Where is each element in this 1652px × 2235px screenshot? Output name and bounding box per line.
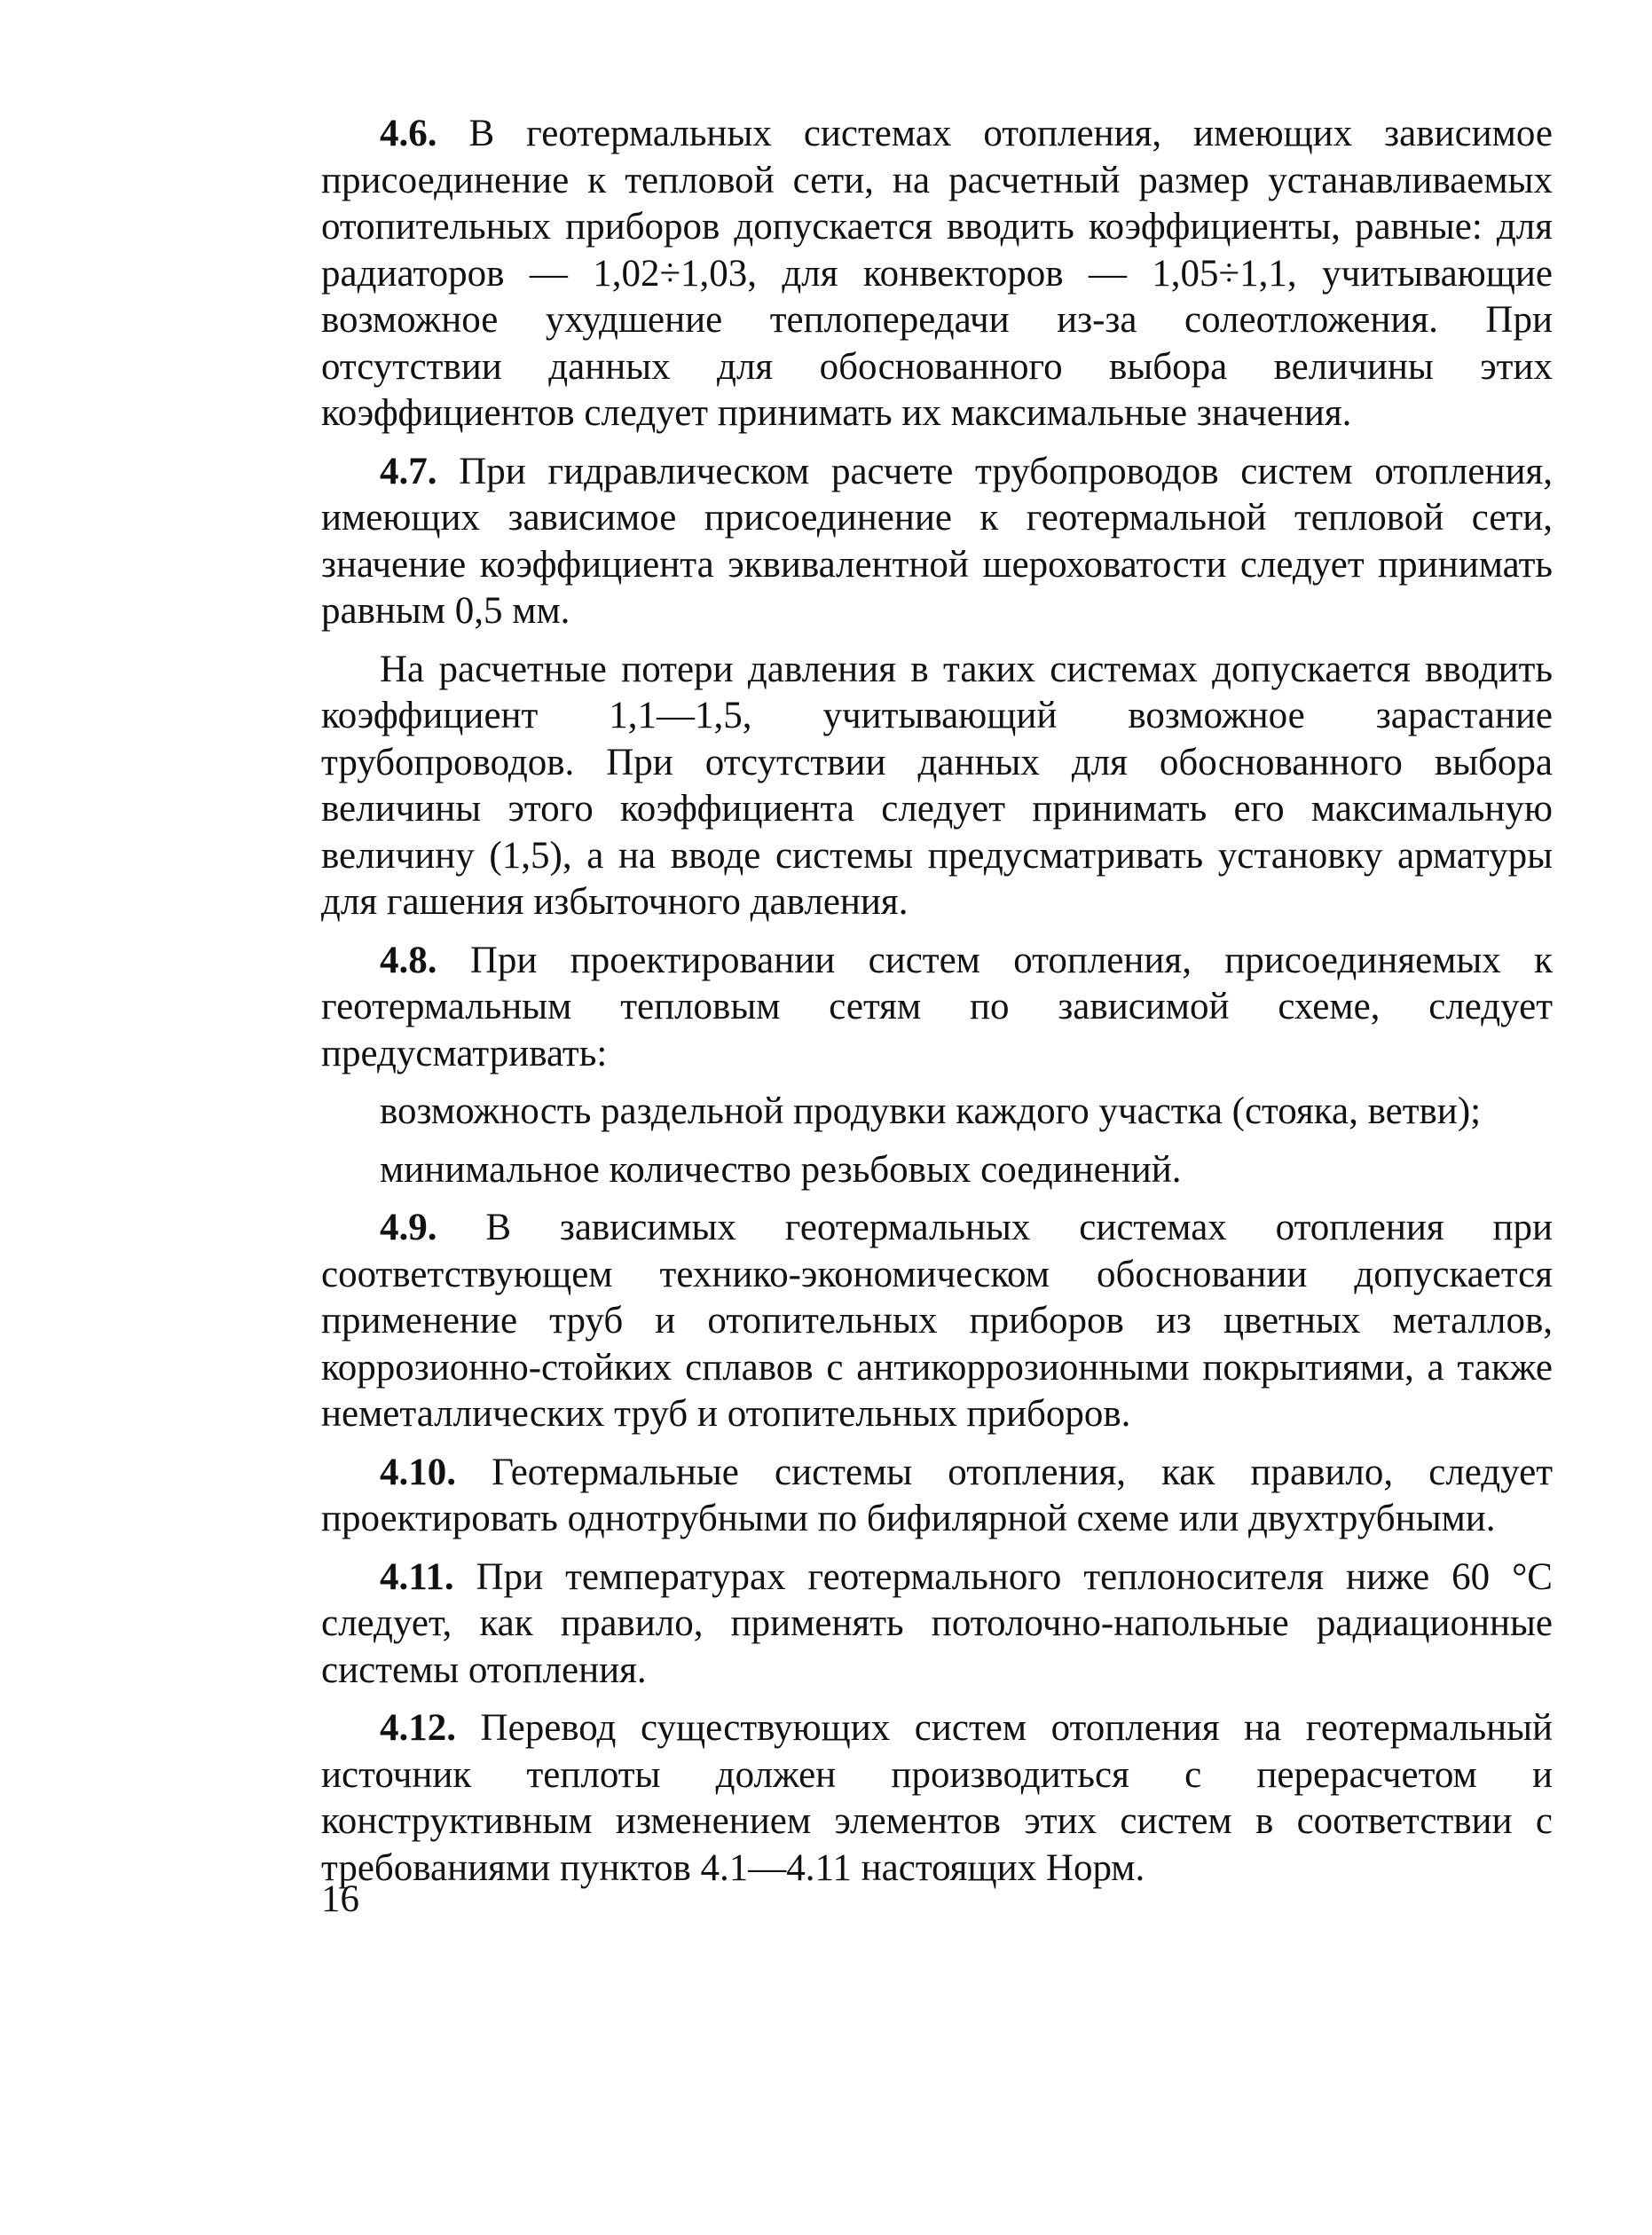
paragraph-text: На расчетные потери давления в таких системах допускается вводить коэффициент 1,1—1,5, учитывающий возможное зарастание трубопроводов. При отсутствии данных для обоснованного выбора величины этого коэффициента следует принимать его максимальную величину (1,5), а на вводе системы предусматривать установку арматуры для гашения избыточного давления. [321,648,1553,923]
page-number: 16 [321,1878,359,1920]
list-item [321,1147,1553,1194]
paragraph-text: В геотермальных системах отопления, имеющих зависимое присоединение к тепловой сети, на расчетный размер устанавливаемых отопительных приборов допускается вводить коэффициенты, равные: для радиаторов — 1,02÷1,03, для конвекторов — 1,05÷1,1, учитывающие возможное ухудшение теплопередачи из-за солеотложения. При отсутствии данных для обоснованного выбора величины этих коэффициентов следует принимать их максимальные значения. [321,113,1553,434]
paragraph-text: возможность раздельной продувки каждого участка (стояка, ветви); [380,1090,1482,1132]
paragraph-text: При температурах геотермального теплоносителя ниже 60 °С следует, как правило, применять потолочно-напольные радиационные системы отопления. [321,1555,1553,1691]
paragraph-text: При проектировании систем отопления, присоединяемых к геотермальным тепловым сетям по зависимой схеме, следует предусматривать: [321,939,1553,1074]
paragraph-4-12 [321,1705,1553,1892]
paragraph-4-8 [321,938,1553,1078]
clause-number: 4.12. [380,1707,456,1749]
paragraph-text: Перевод существующих систем отопления на геотермальный источник теплоты должен производиться с перерасчетом и конструктивным изменением элементов этих систем в соответствии с требованиями пунктов 4.1—4.11 настоящих Норм. [321,1707,1553,1889]
clause-number: 4.11. [380,1555,454,1598]
paragraph-4-7 [321,449,1553,635]
paragraph-4-6 [321,111,1553,437]
paragraph-text: При гидравлическом расчете трубопроводов систем отопления, имеющих зависимое присоединение к геотермальной тепловой сети, значение коэффициента эквивалентной шероховатости следует принимать равным 0,5 мм. [321,450,1553,632]
paragraph-4-9 [321,1205,1553,1438]
paragraph-text: В зависимых геотермальных системах отопления при соответствующем технико-экономическом обосновании допускается применение труб и отопительных приборов из цветных металлов, коррозионно-стойких сплавов с антикоррозионными покрытиями, а также неметаллических труб и отопительных приборов. [321,1207,1553,1435]
paragraph-text: минимальное количество резьбовых соединений. [380,1148,1182,1191]
clause-number: 4.8. [380,939,437,981]
document-body [321,111,1553,1903]
paragraph-4-7-continued [321,647,1553,926]
clause-number: 4.10. [380,1451,456,1493]
paragraph-text: Геотермальные системы отопления, как правило, следует проектировать однотрубными по бифилярной схеме или двухтрубными. [321,1451,1553,1539]
list-item [321,1089,1553,1136]
clause-number: 4.9. [380,1207,437,1248]
paragraph-4-11 [321,1554,1553,1695]
clause-number: 4.7. [380,450,437,492]
paragraph-4-10 [321,1450,1553,1543]
clause-number: 4.6. [380,113,437,154]
